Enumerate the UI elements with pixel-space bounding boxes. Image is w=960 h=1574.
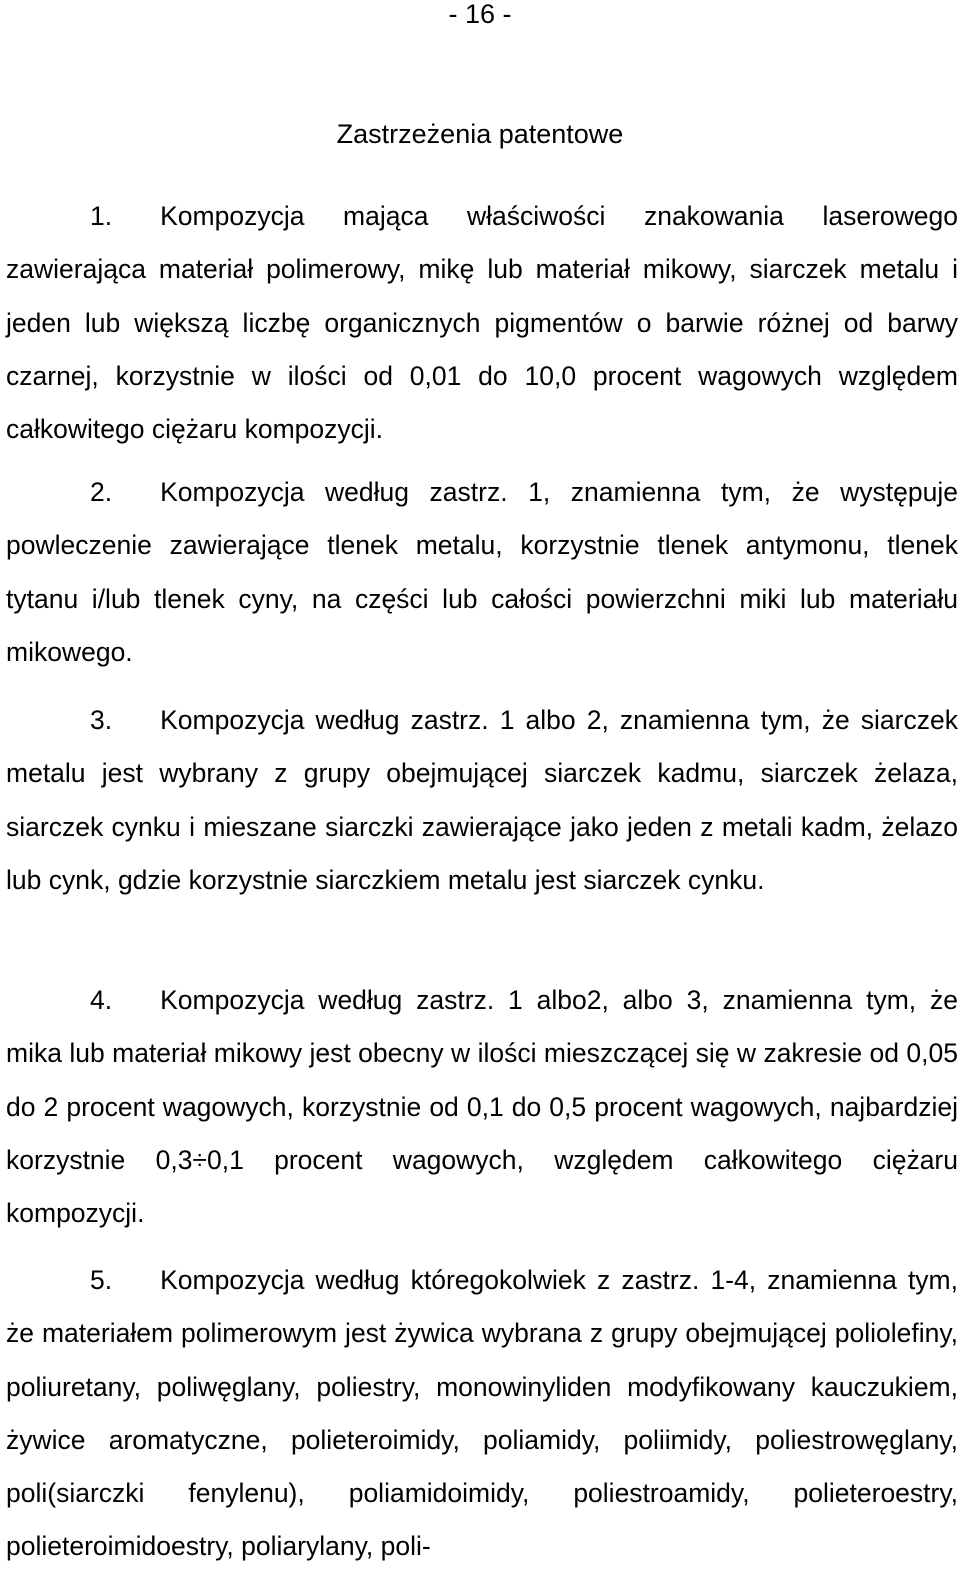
claim-number: 1. — [90, 201, 113, 231]
claim-number: 3. — [90, 705, 113, 735]
claim-1 — [6, 190, 958, 456]
claim-2 — [6, 466, 958, 679]
claim-4 — [6, 974, 958, 1240]
section-heading: Zastrzeżenia patentowe — [336, 119, 624, 149]
claim-text: Kompozycja według zastrz. 1, znamienna tym, że występuje powleczenie zawierające tlenek metalu, korzystnie tlenek antymonu, tlenek tytanu i/lub tlenek cyny, na części lub całości powierzchni miki lub materiału mikowego. — [6, 477, 958, 667]
claim-text: Kompozycja według któregokolwiek z zastrz. 1-4, znamienna tym, że materiałem polimerowym jest żywica wybrana z grupy obejmującej poliolefiny, poliuretany, poliwęglany, poliestry, monowinyliden modyfikowany kauczukiem, żywice aromatyczne, polieteroimidy, poliamidy, poliimidy, poliestrowęglany, poli(siarczki fenylenu), poliamidoimidy, poliestroamidy, polieteroestry, polieteroimidoestry, poliarylany, poli- — [6, 1265, 958, 1562]
claim-text: Kompozycja mająca właściwości znakowania laserowego zawierająca materiał polimerowy, mikę lub materiał mikowy, siarczek metalu i jeden lub większą liczbę organicznych pigmentów o barwie różnej od barwy czarnej, korzystnie w ilości od 0,01 do 10,0 procent wagowych względem całkowitego ciężaru kompozycji. — [6, 201, 958, 445]
claim-text: Kompozycja według zastrz. 1 albo 2, znamienna tym, że siarczek metalu jest wybrany z grupy obejmującej siarczek kadmu, siarczek żelaza, siarczek cynku i mieszane siarczki zawierające jako jeden z metali kadm, żelazo lub cynk, gdzie korzystnie siarczkiem metalu jest siarczek cynku. — [6, 705, 958, 895]
claim-number: 4. — [90, 985, 113, 1015]
claim-5 — [6, 1254, 958, 1574]
page-number: - 16 - — [448, 0, 512, 29]
claim-number: 2. — [90, 477, 113, 507]
claim-text: Kompozycja według zastrz. 1 albo2, albo 3, znamienna tym, że mika lub materiał mikowy jest obecny w ilości mieszczącej się w zakresie od 0,05 do 2 procent wagowych, korzystnie od 0,1 do 0,5 procent wagowych, najbardziej korzystnie 0,3÷0,1 procent wagowych, względem całkowitego ciężaru kompozycji. — [6, 985, 958, 1229]
claim-number: 5. — [90, 1265, 113, 1295]
claim-3 — [6, 694, 958, 907]
